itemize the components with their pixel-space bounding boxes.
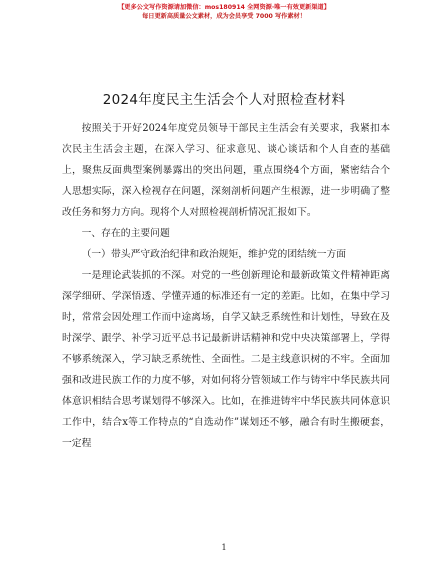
page-number: 1 — [221, 543, 227, 552]
body-paragraph: 一是理论武装抓的不深。对党的一些创新理论和最新政策文件精神距离深学细研、学深悟透、学懂弄通的标准还有一定的差距。比如，在集中学习时，常常会因处理工作而中途离场，自学又缺乏系统性和计划性，导致在及时深学、跟学、补学习近平总书记最新讲话精神和党中央决策部署上，学得不够系统深入，学习缺乏系统性、全面性。二是主线意识树的不牢。全面加强和改进民族工作的力度不够，对如何将分管领域工作与铸牢中华民族共同体意识相结合思考谋划得不够深入。比如，在推进铸牢中华民族共同体意识工作中，结合x等工作特点的“自选动作”谋划还不够，融合有时生搬硬套，一定程 — [62, 270, 390, 449]
section-heading: 一、存在的主要问题 — [81, 228, 170, 239]
subsection-heading: （一）带头严守政治纪律和政治规矩，维护党的团结统一方面 — [81, 249, 347, 260]
banner-line-1: 【更多公文写作资源请加微信：mos180914 全网资源·唯一有效更新渠道】 — [118, 4, 330, 11]
header-banner — [0, 3, 448, 21]
banner-line-2: 每日更新高质量公文素材，成为会员享受 7000 写作素材！ — [142, 13, 306, 20]
intro-paragraph: 按照关于开好2024年度党员领导干部民主生活会有关要求，我紧扣本次民主生活会主题，在深入学习、征求意见、谈心谈话和个人自查的基础上，聚焦反面典型案例暴露出的突出问题，重点围绕4个方面，紧密结合个人思想实际，深入检视存在问题，深刻剖析问题产生根源，进一步明确了整改任务和努力方向。现将个人对照检视剖析情况汇报如下。 — [62, 123, 390, 218]
document-body — [62, 118, 390, 454]
document-title: 2024年度民主生活会个人对照检查材料 — [102, 92, 346, 108]
